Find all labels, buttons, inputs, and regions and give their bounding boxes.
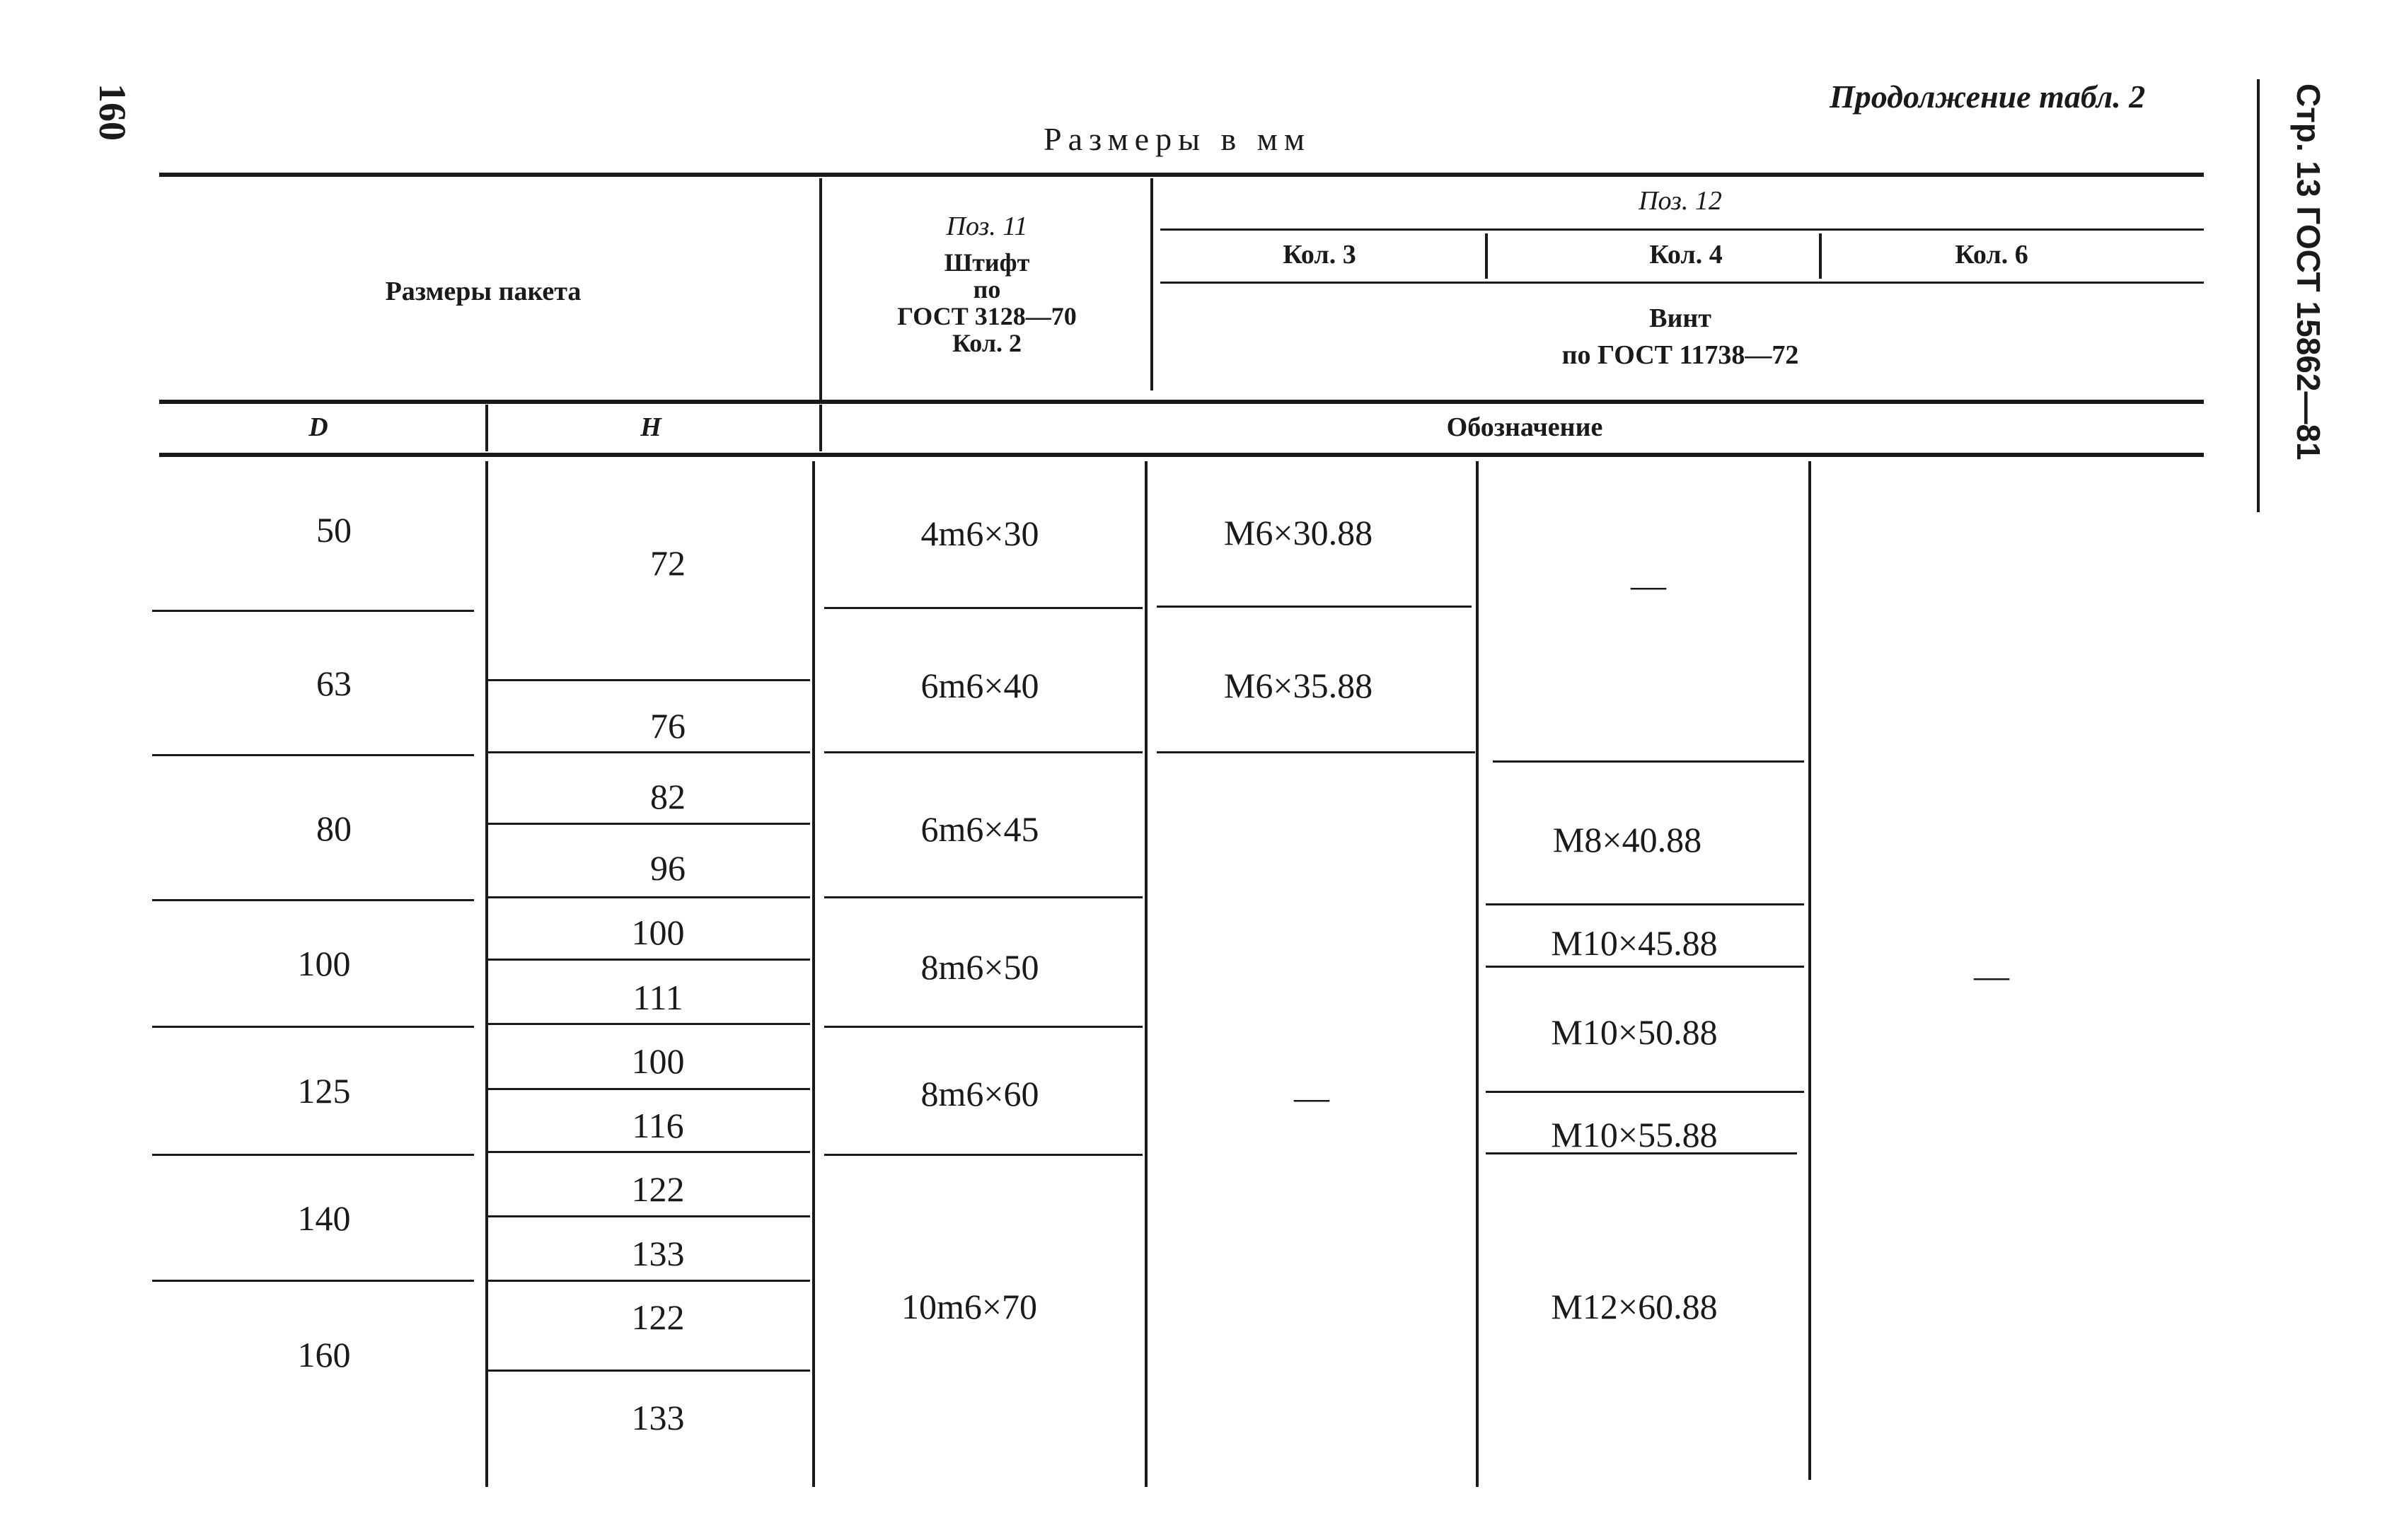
d-rule-4 xyxy=(152,1026,474,1028)
col-H-header: H xyxy=(640,412,661,442)
header-vline-2 xyxy=(1150,178,1153,390)
h-rule-3 xyxy=(488,823,810,825)
d-rule-6 xyxy=(152,1280,474,1282)
pin-rule-3 xyxy=(824,896,1143,898)
pin-value: 8m6×50 xyxy=(920,947,1039,987)
h-value: 133 xyxy=(631,1234,685,1273)
body-vline-qty4-qty6 xyxy=(1808,461,1811,1480)
qty4-value: М8×40.88 xyxy=(1552,820,1702,859)
h-value: 100 xyxy=(631,1041,685,1081)
qty3-header: Кол. 3 xyxy=(1283,240,1356,270)
pin-rule-1 xyxy=(824,607,1143,609)
d-value: 160 xyxy=(297,1335,351,1374)
qty6-header: Кол. 6 xyxy=(1955,240,2028,270)
designation-header: Обозначение xyxy=(1446,412,1603,442)
d-rule-5 xyxy=(152,1154,474,1156)
h-value: 122 xyxy=(631,1169,685,1209)
h-value: 82 xyxy=(650,777,686,816)
h-rule-8 xyxy=(488,1151,810,1153)
qty4-header: Кол. 4 xyxy=(1649,240,1723,270)
h-rule-2 xyxy=(488,751,810,753)
d-value: 80 xyxy=(316,809,352,848)
qty3-rule-2 xyxy=(1157,751,1475,753)
pin-rule-2 xyxy=(824,751,1143,753)
d-rule-2 xyxy=(152,754,474,756)
qty3-value: М6×30.88 xyxy=(1223,513,1373,552)
d-rule-1 xyxy=(152,610,474,612)
subheader-bottom-rule xyxy=(159,453,2204,457)
screw-line1: Винт xyxy=(1649,303,1711,333)
h-rule-4 xyxy=(488,896,810,898)
header-vline-1 xyxy=(819,178,822,400)
pos11-line4: Кол. 2 xyxy=(952,329,1022,357)
h-rule-5 xyxy=(488,959,810,961)
d-value: 63 xyxy=(316,664,352,703)
d-value: 125 xyxy=(297,1071,351,1111)
h-rule-1 xyxy=(488,679,810,681)
qty-vline-1 xyxy=(1485,233,1488,279)
side-divider xyxy=(2257,79,2260,512)
qty4-rule-4 xyxy=(1486,1091,1804,1093)
pin-value: 8m6×60 xyxy=(920,1074,1039,1113)
d-value: 140 xyxy=(297,1198,351,1238)
body-vline-H-pin xyxy=(812,461,815,1487)
pin-value: 4m6×30 xyxy=(920,514,1039,553)
table-top-rule xyxy=(159,173,2204,177)
h-value: 122 xyxy=(631,1297,685,1337)
col-D-header: D xyxy=(308,412,328,442)
h-value: 100 xyxy=(631,913,685,952)
h-rule-6 xyxy=(488,1023,810,1025)
qty-row-rule xyxy=(1160,282,2204,284)
pos11-line1: Штифт xyxy=(944,248,1030,277)
h-value: 72 xyxy=(650,543,686,583)
body-vline-D-H xyxy=(485,461,488,1487)
pin-rule-5 xyxy=(824,1154,1143,1156)
d-value: 100 xyxy=(297,944,351,983)
h-value: 76 xyxy=(650,706,686,746)
h-value: 116 xyxy=(632,1106,684,1145)
pin-value: 6m6×45 xyxy=(920,809,1039,849)
qty3-rule-1 xyxy=(1157,606,1472,608)
continuation-note: Продолжение табл. 2 xyxy=(1830,79,2146,115)
body-vline-qty3-qty4 xyxy=(1476,461,1479,1487)
page-number: 160 xyxy=(91,83,134,141)
pos12-title-rule xyxy=(1160,228,2204,231)
screw-line2: по ГОСТ 11738—72 xyxy=(1561,340,1799,370)
d-value: 50 xyxy=(316,510,352,550)
h-value: 96 xyxy=(650,848,686,888)
units-caption: Размеры в мм xyxy=(1044,121,1311,157)
pin-rule-4 xyxy=(824,1026,1143,1028)
header-bottom-rule xyxy=(159,400,2204,404)
h-rule-11 xyxy=(488,1370,810,1372)
qty4-rule-3 xyxy=(1486,966,1804,968)
qty6-dash: — xyxy=(1974,956,2009,995)
qty4-rule-1 xyxy=(1493,760,1804,763)
qty4-rule-2 xyxy=(1486,903,1804,905)
pin-value: 6m6×40 xyxy=(920,666,1039,705)
h-rule-10 xyxy=(488,1280,810,1282)
d-rule-3 xyxy=(152,899,474,901)
qty3-value: М6×35.88 xyxy=(1223,666,1373,705)
package-sizes-header: Размеры пакета xyxy=(385,277,582,306)
h-rule-7 xyxy=(488,1088,810,1090)
qty4-value: М10×50.88 xyxy=(1551,1012,1718,1052)
pos11-line3: ГОСТ 3128—70 xyxy=(897,302,1077,330)
side-label xyxy=(2289,83,2328,461)
h-rule-9 xyxy=(488,1215,810,1217)
qty4-value: М12×60.88 xyxy=(1551,1287,1718,1326)
qty4-dash: — xyxy=(1631,565,1666,605)
pin-value: 10m6×70 xyxy=(901,1287,1038,1326)
pos11-line2: по xyxy=(973,275,1001,303)
subhdr-vline-1 xyxy=(485,405,488,451)
pos12-title: Поз. 12 xyxy=(1639,186,1722,216)
pos11-title: Поз. 11 xyxy=(946,212,1028,241)
qty3-dash: — xyxy=(1294,1077,1329,1117)
qty4-value: М10×45.88 xyxy=(1551,923,1718,963)
side-label-text: Стр. 13 ГОСТ 15862—81 xyxy=(2290,83,2327,461)
qty4-value: М10×55.88 xyxy=(1551,1115,1718,1154)
h-value: 111 xyxy=(632,978,683,1017)
subhdr-vline-2 xyxy=(819,405,822,451)
body-vline-pin-qty3 xyxy=(1145,461,1148,1487)
qty-vline-2 xyxy=(1819,233,1822,279)
h-value: 133 xyxy=(631,1398,685,1437)
